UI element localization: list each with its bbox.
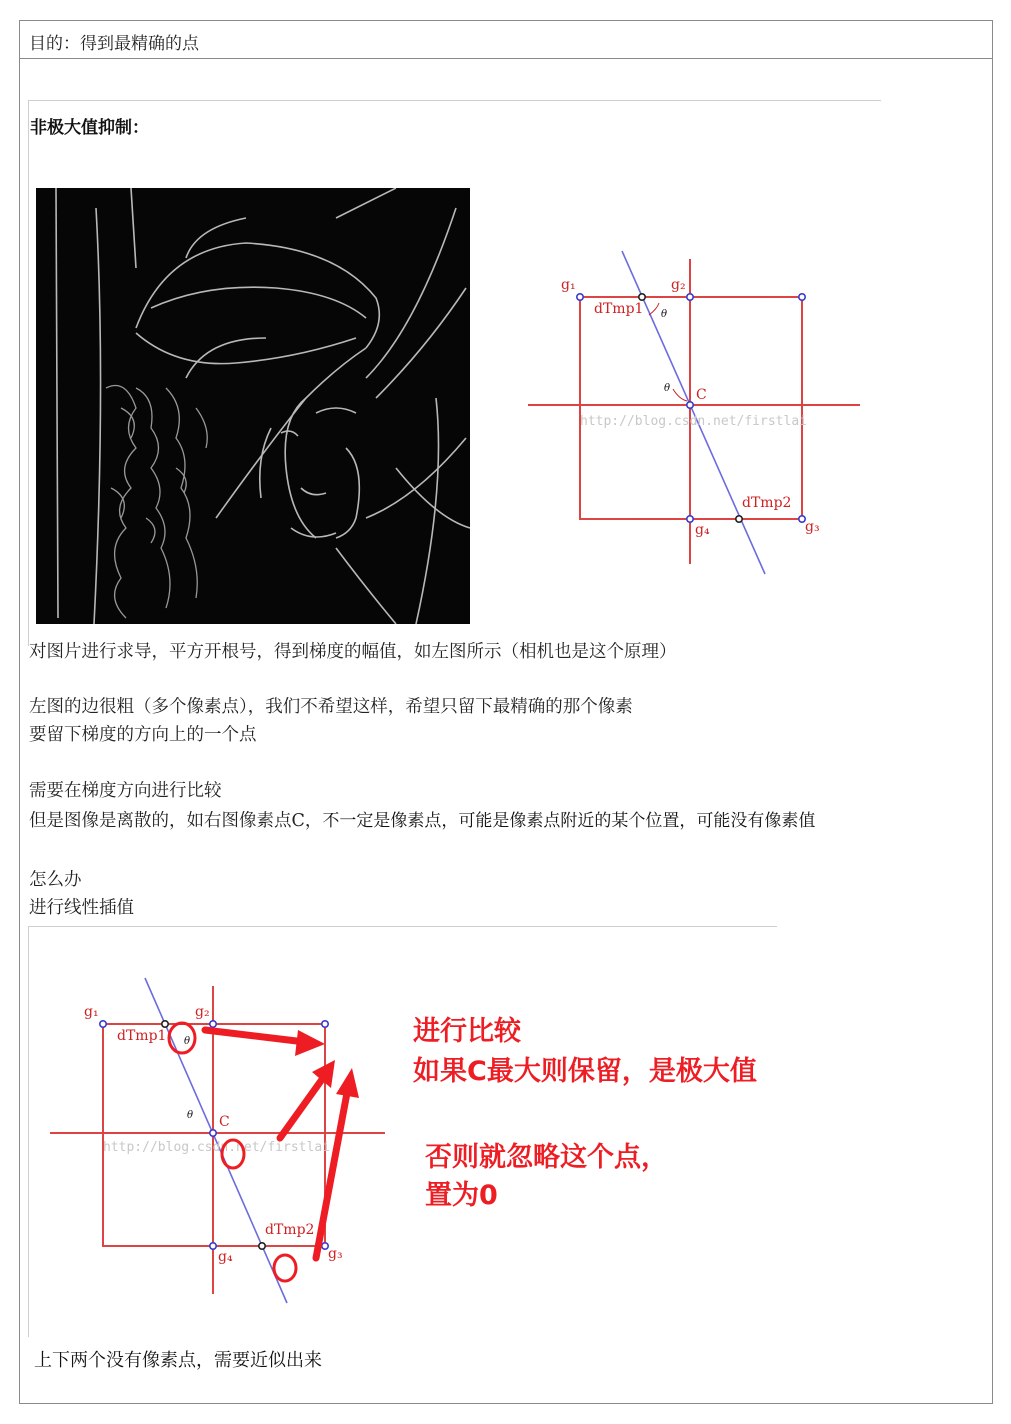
annotation-zero: 置为0: [425, 1180, 498, 1211]
annotation-ignore: 否则就忽略这个点，: [425, 1142, 668, 1173]
paragraph: 对图片进行求导，平方开根号，得到梯度的幅值，如左图所示（相机也是这个原理）: [29, 642, 677, 662]
theta-label: θ: [664, 383, 671, 394]
g4-label: g₄: [218, 1249, 233, 1265]
document-frame: [19, 20, 993, 1404]
theta-label: θ: [184, 1036, 191, 1047]
paragraph: 需要在梯度方向进行比较: [29, 781, 222, 801]
paragraph-part: 不一定是像素点，可能是像素点附近的某个位置，可能没有像素值: [322, 811, 816, 831]
footer-note: 上下两个没有像素点，需要近似出来: [34, 1350, 322, 1371]
g3-label: g₃: [805, 519, 820, 535]
dtmp2-label: dTmp2: [742, 495, 792, 511]
theta-label: θ: [661, 309, 668, 320]
paragraph: 左图的边很粗（多个像素点），我们不希望这样，希望只留下最精确的那个像素: [29, 697, 633, 717]
interpolation-diagram: [525, 239, 870, 581]
dtmp1-label: dTmp1: [117, 1028, 167, 1044]
paragraph-part: 但是图像是离散的，如右图像素点C，: [29, 811, 323, 831]
paragraph: 怎么办: [29, 870, 82, 890]
g2-label: g₂: [195, 1004, 210, 1020]
c-label: C: [219, 1114, 230, 1130]
dtmp1-label: dTmp1: [594, 301, 644, 317]
watermark-text: http://blog.csdn.net/firstlai: [103, 1140, 330, 1155]
section-heading: 非极大值抑制：: [30, 118, 149, 138]
g2-label: g₂: [671, 277, 686, 293]
dtmp2-label: dTmp2: [265, 1222, 315, 1238]
paragraph: [29, 807, 815, 835]
gradient-magnitude-image: [36, 188, 470, 624]
page-title: 目的：得到最精确的点: [29, 34, 199, 54]
annotation-compare: 进行比较: [413, 1016, 521, 1047]
annotation-keep: 如果C最大则保留，是极大值: [413, 1056, 757, 1087]
paragraph: 要留下梯度的方向上的一个点: [29, 725, 257, 745]
header-row: [20, 21, 992, 59]
g4-label: g₄: [695, 522, 710, 538]
c-label: C: [696, 387, 707, 403]
comparison-diagram: [50, 968, 780, 1338]
g1-label: g₁: [84, 1004, 99, 1020]
theta-label: θ: [187, 1110, 194, 1121]
g1-label: g₁: [561, 277, 576, 293]
paragraph: 进行线性插值: [29, 898, 134, 918]
watermark-text: http://blog.csdn.net/firstlai: [580, 414, 807, 429]
g3-label: g₃: [328, 1246, 343, 1262]
